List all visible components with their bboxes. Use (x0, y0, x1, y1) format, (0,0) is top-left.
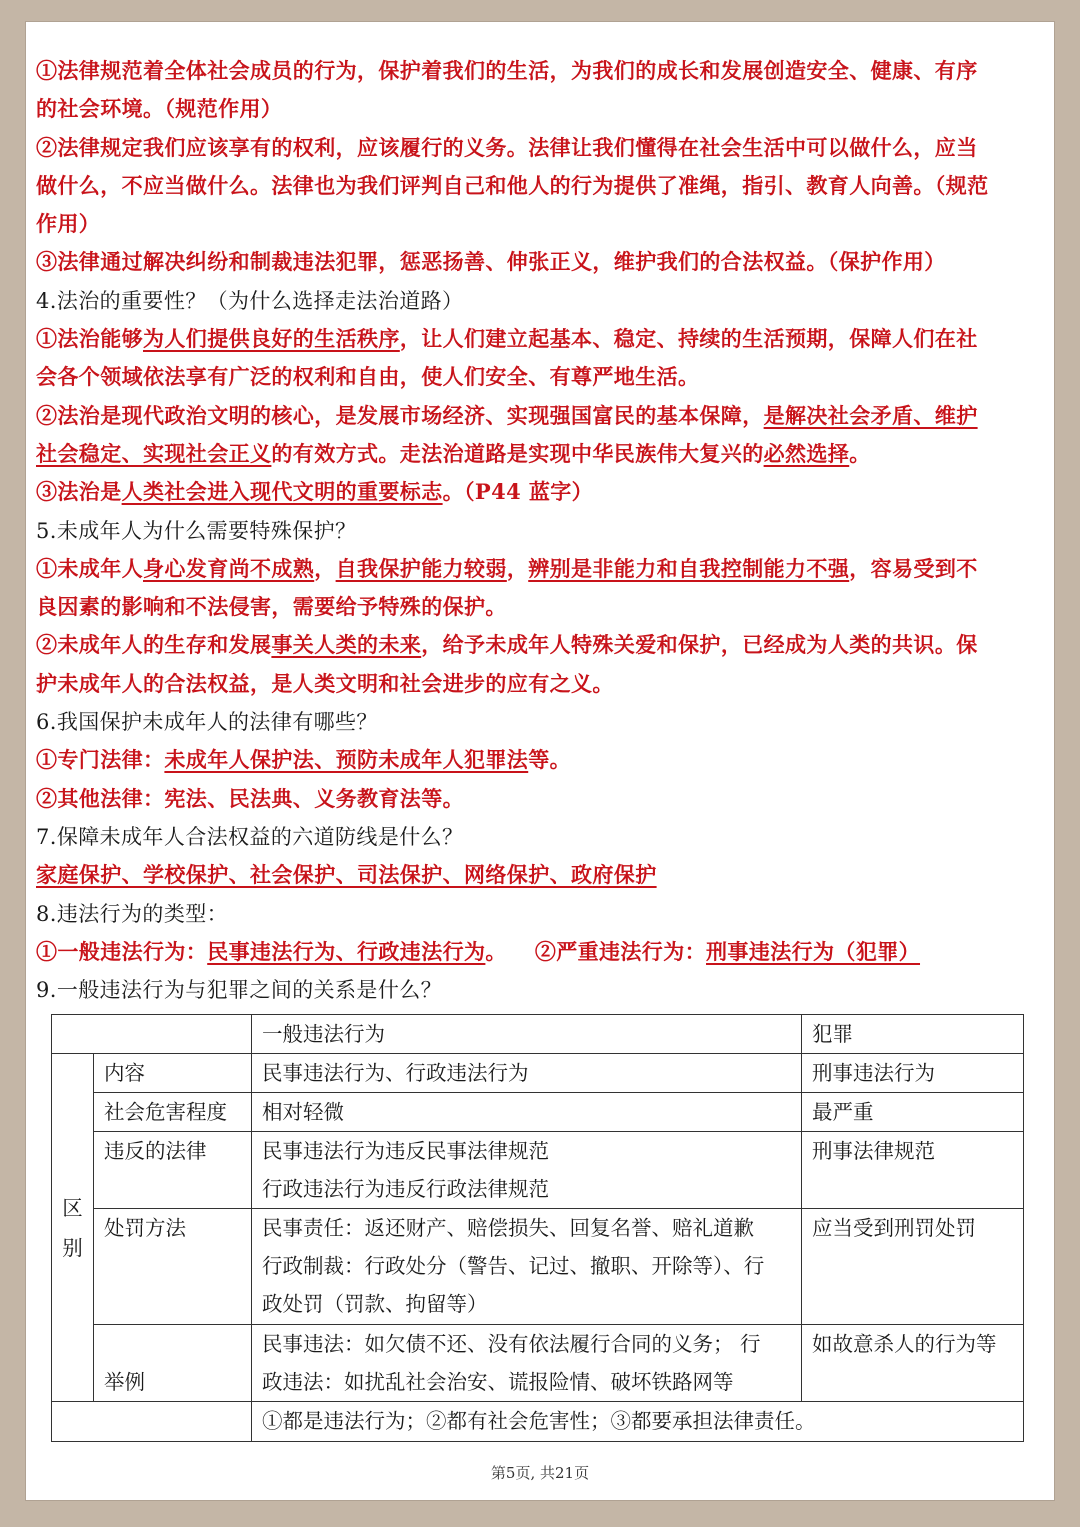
table-corner-cell (52, 1015, 252, 1054)
row-label: 社会危害程度 (94, 1093, 252, 1132)
text: 等。 (528, 747, 572, 773)
underlined-text: 身心发育尚不成熟 (143, 555, 315, 581)
table-row (52, 1093, 1024, 1132)
underlined-text: 必然选择 (763, 440, 850, 466)
question-5: 5.未成年人为什么需要特殊保护？ (36, 518, 357, 543)
cell-line: 民事责任：返还财产、赔偿损失、回复名誉、赔礼道歉 (262, 1216, 754, 1240)
general-cell (252, 1093, 802, 1132)
header-crime: 犯罪 (802, 1015, 1024, 1054)
underlined-text: 人类社会进入现代文明的重要标志 (121, 479, 443, 505)
paragraph-law-norms: ①法律规范着全体社会成员的行为，保护着我们的生活，为我们的成长和发展创造安全、健康、有序的社会环境。（规范作用） (36, 58, 978, 122)
text: ③法治是 (36, 479, 122, 505)
table-header-row (52, 1015, 1024, 1054)
common-points: ①都是违法行为；②都有社会危害性；③都要承担法律责任。 (252, 1402, 1024, 1442)
text: ①法治能够 (36, 326, 143, 352)
general-cell (252, 1054, 802, 1093)
header-general-violation: 一般违法行为 (252, 1015, 802, 1054)
text: 。（P44 蓝字） (442, 479, 594, 505)
row-label: 举例 (94, 1325, 252, 1402)
question-7: 7.保障未成年人合法权益的六道防线是什么？ (36, 824, 464, 849)
answer-4-1 (36, 320, 996, 397)
underlined-text: 自我保护能力较弱 (335, 555, 507, 581)
cell-line: 政违法：如扰乱社会治安、谎报险情、破坏铁路网等 (262, 1370, 734, 1394)
text: 。 (485, 938, 507, 964)
cell-line: 政处罚（罚款、拘留等） (262, 1292, 488, 1316)
question-4: 4.法治的重要性？（为什么选择走法治道路） (36, 288, 464, 313)
underlined-text: 刑事违法行为（犯罪） (706, 938, 921, 964)
table-row (52, 1132, 1024, 1209)
paragraph-law-protection: ③法律通过解决纠纷和制裁违法犯罪，惩恶扬善、伸张正义，维护我们的合法权益。（保护作用） (36, 249, 946, 275)
common-label-cell (52, 1402, 252, 1442)
general-cell (252, 1132, 802, 1209)
answer-5-1 (36, 550, 996, 627)
cell-line: 行政违法行为违反行政法律规范 (262, 1177, 549, 1201)
crime-cell: 最严重 (802, 1093, 1024, 1132)
page-number: 第5页, 共21页 (490, 1464, 590, 1482)
answer-6-2: ②其他法律：宪法、民法典、义务教育法等。 (36, 785, 464, 811)
row-label: 内容 (94, 1054, 252, 1093)
question-8: 8.违法行为的类型： (36, 901, 229, 926)
crime-cell: 刑事法律规范 (802, 1132, 1024, 1209)
answer-4-3 (36, 473, 996, 511)
difference-side-label (52, 1054, 94, 1402)
answer-5-2 (36, 626, 996, 703)
answer-6-1 (36, 741, 996, 779)
text: ②未成年人的生存和发展 (36, 632, 272, 658)
underlined-text: 民事违法行为、行政违法行为 (207, 938, 486, 964)
table-row (52, 1054, 1024, 1093)
underlined-text: 为人们提供良好的生活秩序 (143, 326, 400, 352)
crime-cell: 刑事违法行为 (802, 1054, 1024, 1093)
underlined-text: 未成年人保护法、预防未成年人犯罪法 (164, 747, 529, 773)
text: ，容易受到不良因素的影响和不法侵害，需要给予特殊的保护。 (36, 555, 978, 620)
text: ， (506, 555, 529, 581)
answer-7 (36, 856, 996, 894)
text: ①专门法律： (36, 747, 165, 773)
table-row (52, 1325, 1024, 1402)
general-cell (252, 1325, 802, 1402)
cell-line: 民事违法行为违反民事法律规范 (262, 1139, 549, 1163)
page-content (36, 52, 996, 1009)
cell-line: 民事违法行为、行政违法行为 (262, 1061, 529, 1085)
row-label: 违反的法律 (94, 1132, 252, 1209)
underlined-text: 是解决社会矛盾、维护社会稳定、实现社会正义 (36, 402, 978, 466)
text: ， (314, 555, 336, 581)
underlined-text: 家庭保护、学校保护、社会保护、司法保护、网络保护、政府保护 (36, 862, 657, 888)
paragraph-law-rights: ②法律规定我们应该享有的权利，应该履行的义务。法律让我们懂得在社会生活中可以做什么，应当做什么，不应当做什么。法律也为我们评判自己和他人的行为提供了准绳，指引、教育人向善。（规范作用） (36, 134, 989, 237)
crime-cell: 如故意杀人的行为等 (802, 1325, 1024, 1402)
text: ①一般违法行为： (36, 938, 208, 964)
text: ，给予未成年人特殊关爱和保护，已经成为人类的共识。保护未成年人的合法权益，是人类文明和社会进步的应有之义。 (36, 632, 978, 696)
general-cell (252, 1209, 802, 1325)
text: 的有效方式。走法治道路是实现中华民族伟大复兴的 (271, 440, 764, 466)
underlined-text: 事关人类的未来 (271, 632, 422, 658)
text: ①未成年人 (36, 555, 143, 581)
answer-8 (36, 933, 996, 971)
difference-label-text: 区别 (62, 1195, 83, 1260)
question-6: 6.我国保护未成年人的法律有哪些？ (36, 710, 378, 735)
crime-cell: 应当受到刑罚处罚 (802, 1209, 1024, 1325)
cell-line: 相对轻微 (262, 1100, 344, 1124)
text: 。 (849, 440, 871, 466)
text: ，让人们建立起基本、稳定、持续的生活预期，保障人们在社会各个领域依法享有广泛的权利和自由，使人们安全、有尊严地生活。 (36, 326, 978, 390)
answer-4-2 (36, 397, 996, 474)
table-common-row (52, 1402, 1024, 1442)
cell-line: 行政制裁：行政处分（警告、记过、撤职、开除等）、行 (262, 1254, 765, 1278)
text: ②严重违法行为： (534, 938, 707, 964)
comparison-table (51, 1014, 1024, 1442)
text: ②法治是现代政治文明的核心，是发展市场经济、实现强国富民的基本保障， (36, 402, 764, 428)
question-9: 9.一般违法行为与犯罪之间的关系是什么？ (36, 978, 443, 1003)
table-row (52, 1209, 1024, 1325)
underlined-text: 辨别是非能力和自我控制能力不强 (528, 555, 850, 581)
cell-line: 民事违法：如欠债不还、没有依法履行合同的义务； 行 (262, 1332, 761, 1356)
row-label: 处罚方法 (94, 1209, 252, 1325)
